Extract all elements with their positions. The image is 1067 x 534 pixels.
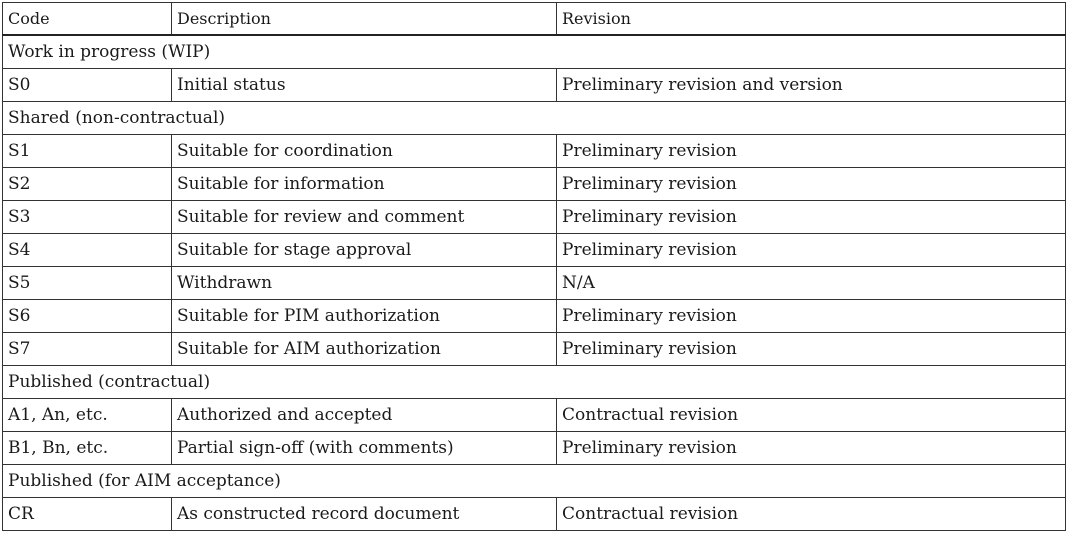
section-title: Work in progress (WIP)	[3, 35, 1066, 69]
header-description: Description	[172, 3, 557, 36]
code-cell: A1, An, etc.	[3, 399, 172, 432]
section-title: Shared (non-contractual)	[3, 102, 1066, 135]
description-cell: Partial sign-off (with comments)	[172, 432, 557, 465]
description-cell: Withdrawn	[172, 267, 557, 300]
section-row	[3, 465, 1066, 498]
code-cell: S6	[3, 300, 172, 333]
description-cell: Suitable for review and comment	[172, 201, 557, 234]
table-header	[3, 3, 1066, 36]
description-cell: Initial status	[172, 69, 557, 102]
table-row	[3, 168, 1066, 201]
code-cell: S2	[3, 168, 172, 201]
description-cell: Suitable for coordination	[172, 135, 557, 168]
table-body	[3, 35, 1066, 531]
description-cell: Suitable for information	[172, 168, 557, 201]
table-row	[3, 498, 1066, 531]
code-cell: B1, Bn, etc.	[3, 432, 172, 465]
revision-cell: Preliminary revision	[557, 432, 1066, 465]
status-codes-table-container	[2, 2, 1066, 531]
code-cell: S0	[3, 69, 172, 102]
description-cell: As constructed record document	[172, 498, 557, 531]
table-row	[3, 69, 1066, 102]
revision-cell: Contractual revision	[557, 399, 1066, 432]
table-row	[3, 267, 1066, 300]
section-title: Published (for AIM acceptance)	[3, 465, 1066, 498]
code-cell: CR	[3, 498, 172, 531]
table-row	[3, 432, 1066, 465]
table-row	[3, 234, 1066, 267]
table-row	[3, 300, 1066, 333]
section-title: Published (contractual)	[3, 366, 1066, 399]
revision-cell: Preliminary revision	[557, 201, 1066, 234]
header-row	[3, 3, 1066, 36]
revision-cell: Contractual revision	[557, 498, 1066, 531]
section-row	[3, 102, 1066, 135]
description-cell: Suitable for PIM authorization	[172, 300, 557, 333]
header-revision: Revision	[557, 3, 1066, 36]
code-cell: S7	[3, 333, 172, 366]
section-row	[3, 366, 1066, 399]
description-cell: Suitable for AIM authorization	[172, 333, 557, 366]
header-code: Code	[3, 3, 172, 36]
code-cell: S4	[3, 234, 172, 267]
revision-cell: Preliminary revision	[557, 168, 1066, 201]
table-row	[3, 135, 1066, 168]
revision-cell: Preliminary revision	[557, 300, 1066, 333]
table-row	[3, 333, 1066, 366]
revision-cell: Preliminary revision	[557, 234, 1066, 267]
code-cell: S3	[3, 201, 172, 234]
revision-cell: Preliminary revision	[557, 333, 1066, 366]
revision-cell: Preliminary revision	[557, 135, 1066, 168]
section-row	[3, 35, 1066, 69]
revision-cell: Preliminary revision and version	[557, 69, 1066, 102]
table-row	[3, 399, 1066, 432]
table-row	[3, 201, 1066, 234]
code-cell: S5	[3, 267, 172, 300]
status-codes-table	[2, 2, 1066, 531]
code-cell: S1	[3, 135, 172, 168]
revision-cell: N/A	[557, 267, 1066, 300]
description-cell: Suitable for stage approval	[172, 234, 557, 267]
description-cell: Authorized and accepted	[172, 399, 557, 432]
